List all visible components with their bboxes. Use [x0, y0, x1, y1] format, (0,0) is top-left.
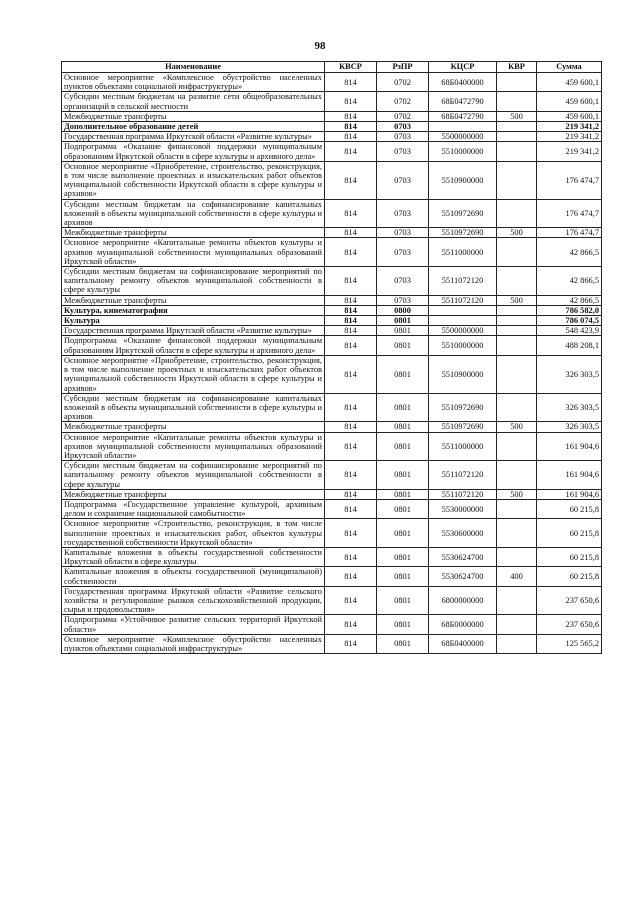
cell-rzpr: 0703: [377, 199, 429, 228]
cell-name: Субсидии местным бюджетам на софинансирование мероприятий по капитальному ремонту объектов муниципальной собственности в сфере культуры: [62, 267, 325, 296]
cell-kvsr: 814: [325, 393, 377, 422]
cell-kvr: 500: [497, 295, 537, 305]
cell-kvr: [497, 132, 537, 142]
cell-name: Субсидии местным бюджетам на развитие сети общеобразовательных организаций в сельской местности: [62, 92, 325, 111]
page-number: 98: [314, 40, 326, 52]
table-row: [62, 295, 602, 305]
cell-kvr: [497, 267, 537, 296]
table-row: [62, 142, 602, 161]
cell-sum: 459 600,1: [537, 73, 602, 92]
cell-kvr: [497, 316, 537, 326]
cell-kvsr: 814: [325, 122, 377, 132]
cell-name: Основное мероприятие «Комплексное обустройство населенных пунктов объектами социальной инфраструктуры»: [62, 634, 325, 653]
cell-rzpr: 0703: [377, 161, 429, 199]
cell-kvr: [497, 586, 537, 615]
cell-sum: 488 208,1: [537, 336, 602, 355]
cell-kvsr: 814: [325, 267, 377, 296]
cell-kvr: 500: [497, 228, 537, 238]
cell-kvr: 500: [497, 489, 537, 499]
cell-rzpr: 0702: [377, 111, 429, 121]
header-kcsr: КЦСР: [429, 62, 497, 73]
cell-rzpr: 0702: [377, 73, 429, 92]
cell-kcsr: 68Б0472790: [429, 92, 497, 111]
table-row: [62, 336, 602, 355]
cell-name: Капитальные вложения в объекты государственной собственности Иркутской области в сфере культуры: [62, 547, 325, 566]
cell-kcsr: 68Б0400000: [429, 634, 497, 653]
table-row: [62, 228, 602, 238]
table-row: [62, 122, 602, 132]
cell-kcsr: 5510900000: [429, 161, 497, 199]
cell-name: Основное мероприятие «Приобретение, строительство, реконструкция, в том числе выполнение проектных и изыскательских работ объектов муниципальной собственности Иркутской области в сфере культуры и архивов»: [62, 161, 325, 199]
cell-sum: 237 650,6: [537, 586, 602, 615]
cell-kvr: [497, 634, 537, 653]
cell-sum: 176 474,7: [537, 228, 602, 238]
cell-rzpr: 0702: [377, 92, 429, 111]
cell-name: Культура, кинематография: [62, 305, 325, 315]
cell-sum: 42 866,5: [537, 238, 602, 267]
table-row: [62, 422, 602, 432]
cell-kvsr: 814: [325, 142, 377, 161]
cell-kvsr: 814: [325, 132, 377, 142]
table-row: [62, 489, 602, 499]
cell-sum: 125 565,2: [537, 634, 602, 653]
cell-rzpr: 0801: [377, 615, 429, 634]
cell-sum: 219 341,2: [537, 122, 602, 132]
cell-sum: 42 866,5: [537, 267, 602, 296]
cell-name: Субсидии местным бюджетам на софинансирование мероприятий по капитальному ремонту объектов муниципальной собственности в сфере культуры: [62, 461, 325, 490]
cell-kvsr: 814: [325, 567, 377, 586]
cell-name: Основное мероприятие «Капитальные ремонты объектов культуры и архивов муниципальной собственности муниципальных образований Иркутской области»: [62, 238, 325, 267]
cell-kcsr: 5510000000: [429, 336, 497, 355]
cell-name: Межбюджетные трансферты: [62, 489, 325, 499]
table-row: [62, 238, 602, 267]
cell-kvsr: 814: [325, 586, 377, 615]
cell-name: Субсидии местным бюджетам на софинансирование капитальных вложений в объекты муниципальной собственности в сфере культуры и архивов: [62, 393, 325, 422]
cell-kvr: [497, 615, 537, 634]
cell-sum: 60 215,8: [537, 499, 602, 518]
table-row: [62, 499, 602, 518]
cell-rzpr: 0801: [377, 461, 429, 490]
cell-kcsr: 5510972690: [429, 228, 497, 238]
cell-kvsr: 814: [325, 499, 377, 518]
cell-kvr: [497, 461, 537, 490]
cell-name: Дополнительное образование детей: [62, 122, 325, 132]
cell-sum: 176 474,7: [537, 199, 602, 228]
cell-name: Государственная программа Иркутской области «Развитие культуры»: [62, 132, 325, 142]
header-kvr: КВР: [497, 62, 537, 73]
cell-kcsr: 68Б0000000: [429, 615, 497, 634]
table-row: [62, 567, 602, 586]
cell-kcsr: 68Б0400000: [429, 73, 497, 92]
cell-kvsr: 814: [325, 547, 377, 566]
table-row: [62, 432, 602, 461]
cell-kvsr: 814: [325, 422, 377, 432]
cell-kvr: [497, 355, 537, 393]
cell-kcsr: 5530624700: [429, 547, 497, 566]
cell-kcsr: 5511072120: [429, 489, 497, 499]
cell-name: Государственная программа Иркутской области «Развитие сельского хозяйства и регулирование рынков сельскохозяйственной продукции, сырья и продовольствия»: [62, 586, 325, 615]
cell-kcsr: 6800000000: [429, 586, 497, 615]
cell-kvsr: 814: [325, 489, 377, 499]
cell-kcsr: 5511000000: [429, 432, 497, 461]
cell-rzpr: 0703: [377, 228, 429, 238]
cell-rzpr: 0801: [377, 499, 429, 518]
cell-kvr: [497, 393, 537, 422]
cell-kvr: [497, 73, 537, 92]
cell-kcsr: [429, 305, 497, 315]
cell-rzpr: 0801: [377, 432, 429, 461]
table-row: [62, 199, 602, 228]
cell-rzpr: 0703: [377, 295, 429, 305]
table-row: [62, 73, 602, 92]
cell-rzpr: 0703: [377, 142, 429, 161]
cell-sum: 161 904,6: [537, 461, 602, 490]
table-row: [62, 461, 602, 490]
table-row: [62, 305, 602, 315]
header-kvsr: КВСР: [325, 62, 377, 73]
cell-kcsr: 5510000000: [429, 142, 497, 161]
cell-name: Межбюджетные трансферты: [62, 295, 325, 305]
cell-rzpr: 0801: [377, 316, 429, 326]
cell-rzpr: 0703: [377, 238, 429, 267]
cell-kvr: [497, 238, 537, 267]
table-row: [62, 111, 602, 121]
cell-kcsr: 5511000000: [429, 238, 497, 267]
cell-rzpr: 0801: [377, 519, 429, 548]
cell-kcsr: 68Б0472790: [429, 111, 497, 121]
table-row: [62, 586, 602, 615]
cell-sum: 548 423,9: [537, 326, 602, 336]
cell-kcsr: 5511072120: [429, 461, 497, 490]
table-row: [62, 161, 602, 199]
cell-rzpr: 0801: [377, 586, 429, 615]
cell-kcsr: 5511072120: [429, 295, 497, 305]
cell-sum: 459 600,1: [537, 111, 602, 121]
cell-kvsr: 814: [325, 161, 377, 199]
cell-rzpr: 0801: [377, 336, 429, 355]
cell-rzpr: 0703: [377, 122, 429, 132]
table-row: [62, 519, 602, 548]
cell-sum: 326 303,5: [537, 393, 602, 422]
cell-kvr: 500: [497, 111, 537, 121]
cell-rzpr: 0801: [377, 422, 429, 432]
cell-sum: 326 303,5: [537, 422, 602, 432]
cell-name: Основное мероприятие «Комплексное обустройство населенных пунктов объектами социальной инфраструктуры»: [62, 73, 325, 92]
cell-sum: 219 341,2: [537, 132, 602, 142]
cell-name: Межбюджетные трансферты: [62, 228, 325, 238]
cell-sum: 786 074,5: [537, 316, 602, 326]
cell-sum: 176 474,7: [537, 161, 602, 199]
table-row: [62, 355, 602, 393]
cell-kvsr: 814: [325, 355, 377, 393]
cell-sum: 161 904,6: [537, 489, 602, 499]
table-row: [62, 132, 602, 142]
cell-kvr: [497, 432, 537, 461]
cell-kvr: [497, 336, 537, 355]
cell-name: Межбюджетные трансферты: [62, 111, 325, 121]
cell-sum: 459 600,1: [537, 92, 602, 111]
cell-rzpr: 0801: [377, 393, 429, 422]
cell-name: Основное мероприятие «Приобретение, строительство, реконструкция, в том числе выполнение проектных и изыскательских работ объектов муниципальной собственности Иркутской области в сфере культуры и архивов»: [62, 355, 325, 393]
cell-sum: 786 582,0: [537, 305, 602, 315]
cell-kcsr: 5510972690: [429, 422, 497, 432]
cell-rzpr: 0801: [377, 355, 429, 393]
cell-sum: 42 866,5: [537, 295, 602, 305]
cell-kvsr: 814: [325, 111, 377, 121]
cell-kcsr: [429, 316, 497, 326]
cell-kcsr: 5510972690: [429, 199, 497, 228]
cell-kcsr: 5510900000: [429, 355, 497, 393]
cell-kvr: [497, 519, 537, 548]
cell-name: Субсидии местным бюджетам на софинансирование капитальных вложений в объекты муниципальной собственности в сфере культуры и архивов: [62, 199, 325, 228]
cell-rzpr: 0801: [377, 489, 429, 499]
cell-rzpr: 0703: [377, 132, 429, 142]
cell-sum: 326 303,5: [537, 355, 602, 393]
cell-kvsr: 814: [325, 305, 377, 315]
table-row: [62, 326, 602, 336]
table-row: [62, 316, 602, 326]
cell-rzpr: 0801: [377, 567, 429, 586]
table-body: [62, 73, 602, 654]
cell-kcsr: 5500000000: [429, 132, 497, 142]
cell-kvsr: 814: [325, 199, 377, 228]
cell-kvsr: 814: [325, 519, 377, 548]
cell-name: Подпрограмма «Устойчивое развитие сельских территорий Иркутской области»: [62, 615, 325, 634]
cell-sum: 60 215,8: [537, 519, 602, 548]
cell-kvsr: 814: [325, 615, 377, 634]
cell-kvr: [497, 161, 537, 199]
table-row: [62, 92, 602, 111]
cell-kcsr: 5530624700: [429, 567, 497, 586]
cell-kvr: [497, 305, 537, 315]
cell-rzpr: 0703: [377, 267, 429, 296]
cell-rzpr: 0800: [377, 305, 429, 315]
cell-rzpr: 0801: [377, 326, 429, 336]
cell-name: Подпрограмма «Оказание финансовой поддержки муниципальным образованиям Иркутской области в сфере культуры и архивного дела»: [62, 142, 325, 161]
cell-kcsr: 5530600000: [429, 519, 497, 548]
cell-name: Государственная программа Иркутской области «Развитие культуры»: [62, 326, 325, 336]
cell-name: Подпрограмма «Государственное управление культурой, архивным делом и сохранение национальной самобытности»: [62, 499, 325, 518]
cell-kvsr: 814: [325, 73, 377, 92]
cell-kvsr: 814: [325, 336, 377, 355]
cell-kcsr: 5510972690: [429, 393, 497, 422]
cell-kvr: [497, 199, 537, 228]
cell-sum: 60 215,8: [537, 567, 602, 586]
cell-kvsr: 814: [325, 432, 377, 461]
table-row: [62, 393, 602, 422]
cell-kvsr: 814: [325, 295, 377, 305]
header-rzpr: РзПР: [377, 62, 429, 73]
header-name: Наименование: [62, 62, 325, 73]
cell-kvr: 400: [497, 567, 537, 586]
header-sum: Сумма: [537, 62, 602, 73]
table-row: [62, 547, 602, 566]
cell-kcsr: 5500000000: [429, 326, 497, 336]
budget-table: [61, 61, 602, 654]
cell-kvsr: 814: [325, 316, 377, 326]
cell-name: Подпрограмма «Оказание финансовой поддержки муниципальным образованиям Иркутской области в сфере культуры и архивного дела»: [62, 336, 325, 355]
cell-sum: 237 650,6: [537, 615, 602, 634]
cell-name: Культура: [62, 316, 325, 326]
cell-sum: 219 341,2: [537, 142, 602, 161]
cell-name: Основное мероприятие «Капитальные ремонты объектов культуры и архивов муниципальной собственности муниципальных образований Иркутской области»: [62, 432, 325, 461]
cell-kvr: [497, 326, 537, 336]
cell-kvsr: 814: [325, 238, 377, 267]
cell-kcsr: [429, 122, 497, 132]
cell-kvr: [497, 122, 537, 132]
cell-kvsr: 814: [325, 634, 377, 653]
table-row: [62, 267, 602, 296]
cell-sum: 60 215,8: [537, 547, 602, 566]
cell-kcsr: 5530000000: [429, 499, 497, 518]
table-row: [62, 634, 602, 653]
cell-name: Основное мероприятие «Строительство, реконструкция, в том числе выполнение проектных и изыскательских работ, объектов культуры государственной собственности Иркутской области»: [62, 519, 325, 548]
cell-kvsr: 814: [325, 326, 377, 336]
table-row: [62, 615, 602, 634]
table-header-row: [62, 62, 602, 73]
cell-kvsr: 814: [325, 92, 377, 111]
cell-kvr: [497, 142, 537, 161]
cell-kvsr: 814: [325, 228, 377, 238]
cell-rzpr: 0801: [377, 547, 429, 566]
cell-kcsr: 5511072120: [429, 267, 497, 296]
cell-kvr: [497, 92, 537, 111]
cell-kvr: 500: [497, 422, 537, 432]
cell-kvsr: 814: [325, 461, 377, 490]
cell-kvr: [497, 547, 537, 566]
cell-rzpr: 0801: [377, 634, 429, 653]
cell-name: Капитальные вложения в объекты государственной (муниципальной) собственности: [62, 567, 325, 586]
cell-kvr: [497, 499, 537, 518]
cell-name: Межбюджетные трансферты: [62, 422, 325, 432]
cell-sum: 161 904,6: [537, 432, 602, 461]
